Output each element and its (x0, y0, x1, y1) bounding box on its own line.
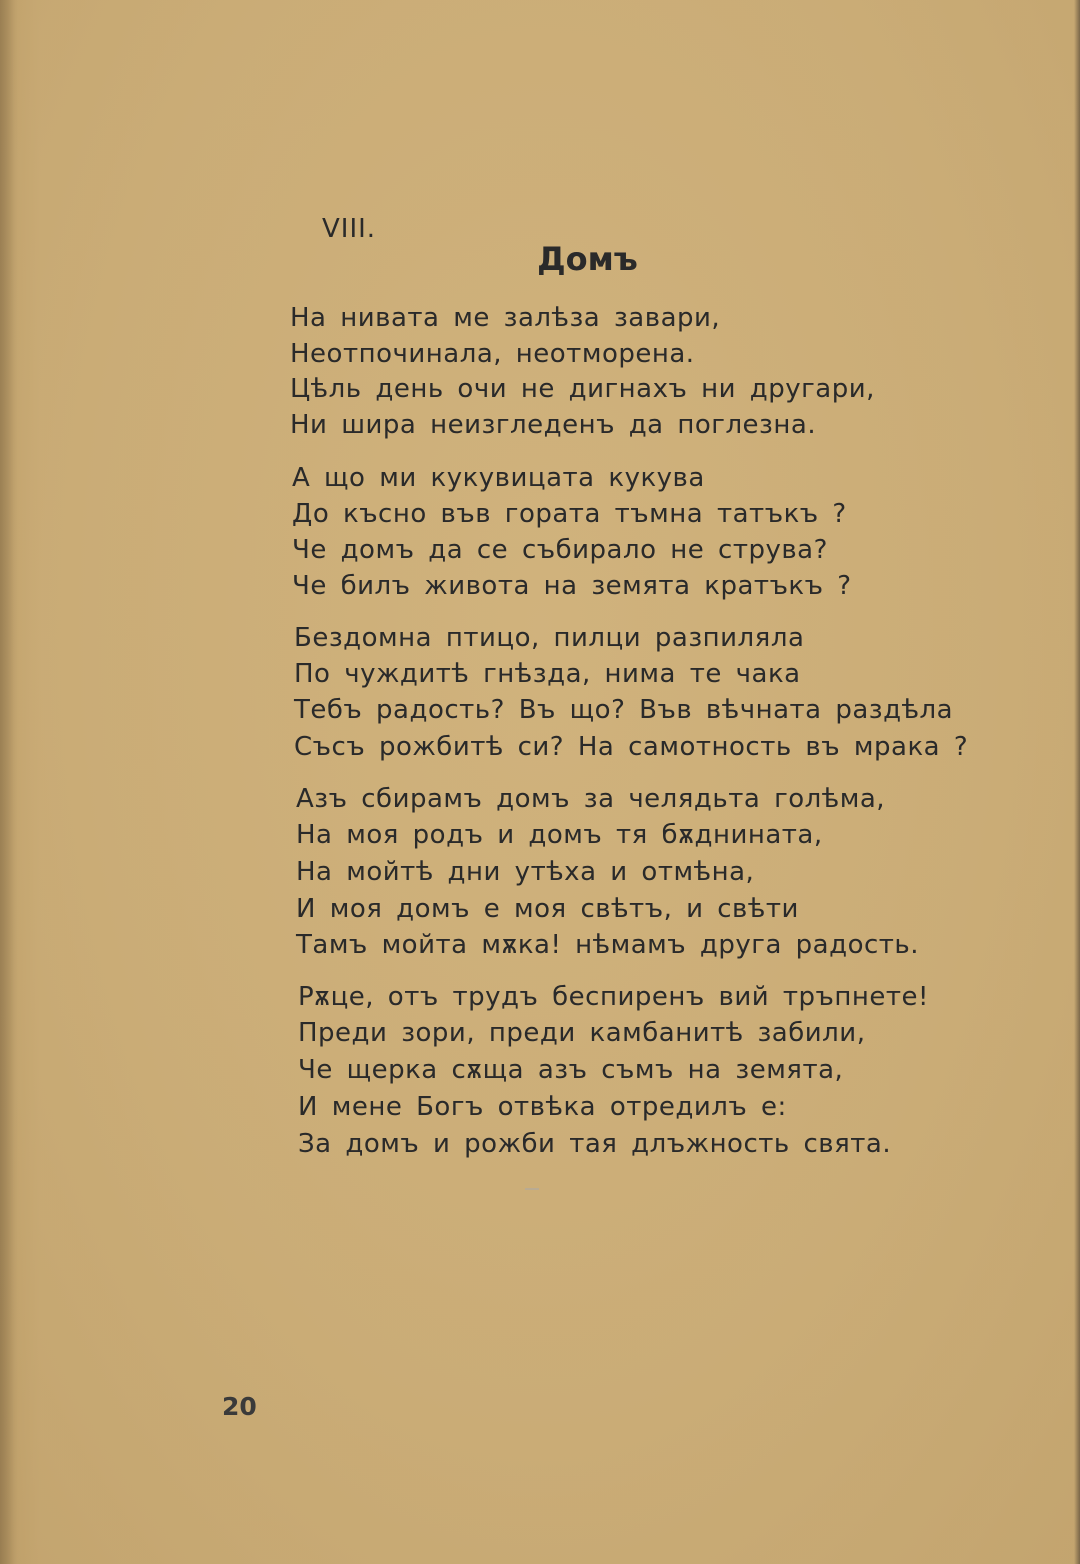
poem-line: Преди зори, преди камбанитѣ забили, (298, 1018, 866, 1048)
poem-line: Съсъ рожбитѣ си? На самотность въ мрака ? (294, 732, 969, 762)
poem-line: Неотпочинала, неотморена. (290, 339, 695, 369)
page-edge (1074, 0, 1080, 1564)
poem-line: Че билъ живота на земята кратъкъ ? (292, 571, 852, 601)
poem-line: Цѣль день очи не дигнахъ ни другари, (290, 374, 875, 404)
poem-line: На моя родъ и домъ тя бѫднината, (296, 820, 823, 850)
poem-line: На нивата ме залѣза завари, (290, 303, 721, 333)
poem-line: На мойтѣ дни утѣха и отмѣна, (296, 857, 755, 887)
page-number: 20 (222, 1392, 257, 1421)
poem-line: Ни шира неизгледенъ да поглезна. (290, 410, 817, 440)
poem-line: До късно във гората тъмна татъкъ ? (292, 499, 847, 529)
poem-line: И моя домъ е моя свѣтъ, и свѣти (296, 894, 799, 924)
page-gutter-shadow (0, 0, 18, 1564)
poem-line: Тамъ мойта мѫка! нѣмамъ друга радость. (296, 930, 920, 960)
poem-line: Бездомна птицо, пилци разпиляла (294, 623, 805, 653)
poem-line: За домъ и рожби тая длъжность свята. (298, 1129, 892, 1159)
poem-line: Тебъ радость? Въ що? Във вѣчната раздѣла (294, 695, 954, 725)
poem-line: Рѫце, отъ трудъ беспиренъ вий тръпнете! (298, 982, 929, 1012)
poem-line: И мене Богъ отвѣка отредилъ е: (298, 1092, 787, 1122)
poem-title: Домъ (537, 240, 638, 278)
end-mark (525, 1188, 539, 1190)
poem-line: Че домъ да се събирало не струва? (292, 535, 828, 565)
poem-number: VIII. (322, 214, 377, 244)
poem-line: Че щерка сѫща азъ съмъ на земята, (298, 1055, 844, 1085)
poem-line: По чуждитѣ гнѣзда, нима те чака (294, 659, 801, 689)
poem-line: А що ми кукувицата кукува (292, 463, 705, 493)
poem-line: Азъ сбирамъ домъ за челядьта голѣма, (296, 784, 886, 814)
